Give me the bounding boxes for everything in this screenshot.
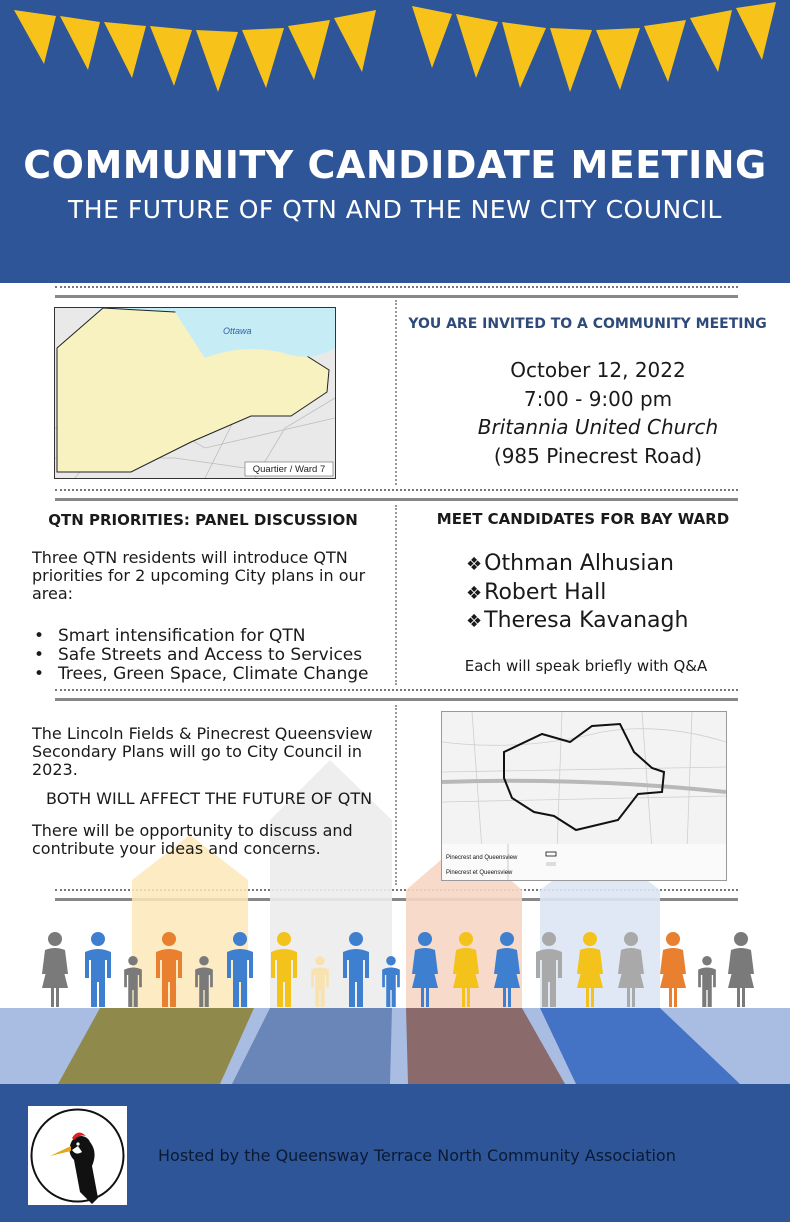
plan-map-title: Pinecrest and Queensview: [446, 855, 518, 861]
person-figure: [536, 932, 562, 1007]
page-title: COMMUNITY CANDIDATE MEETING: [23, 143, 767, 187]
person-figure: [124, 956, 142, 1007]
person-figure: [227, 932, 253, 1007]
person-figure: [311, 956, 329, 1007]
candidate-name: Theresa Kavanagh: [484, 608, 689, 633]
person-figure: [343, 932, 369, 1007]
person-figure: [42, 932, 68, 1007]
person-figure: [660, 932, 686, 1007]
person-figure: [577, 932, 603, 1007]
event-time: 7:00 - 9:00 pm: [523, 387, 673, 411]
colored-pathways: [0, 1008, 790, 1084]
candidates-note: Each will speak briefly with Q&A: [464, 657, 708, 675]
person-figure: [494, 932, 520, 1007]
invitation-heading: YOU ARE INVITED TO A COMMUNITY MEETING: [408, 316, 767, 332]
candidate-item: [466, 551, 674, 576]
priorities-intro: Three QTN residents will introduce QTN priorities for 2 upcoming City plans in our area:: [32, 548, 366, 603]
column-divider: [395, 505, 397, 685]
priority-item: • Trees, Green Space, Climate Change: [32, 665, 392, 684]
person-figure: [412, 932, 438, 1007]
person-figure: [618, 932, 644, 1007]
person-figure: [195, 956, 213, 1007]
person-figure: [698, 956, 716, 1007]
diamond-bullet-icon: ❖: [466, 611, 483, 632]
person-figure: [728, 932, 754, 1007]
plan-map-title-fr: Pinecrest et Queensview: [446, 870, 513, 876]
candidate-item: [466, 580, 606, 605]
diamond-bullet-icon: ❖: [466, 554, 483, 575]
event-address: (985 Pinecrest Road): [493, 444, 703, 468]
priorities-heading: QTN PRIORITIES: PANEL DISCUSSION: [48, 511, 358, 529]
person-figure: [453, 932, 479, 1007]
page-subtitle: THE FUTURE OF QTN AND THE NEW CITY COUNCIL: [68, 195, 722, 224]
event-venue: Britannia United Church: [477, 415, 719, 439]
candidate-item: [466, 608, 688, 633]
section-divider: [55, 489, 738, 501]
ward-map: [54, 307, 336, 479]
event-date: October 12, 2022: [510, 358, 686, 382]
people-illustration: [0, 925, 790, 1015]
candidates-heading: MEET CANDIDATES FOR BAY WARD: [436, 510, 730, 528]
person-figure: [382, 956, 400, 1007]
ward-map-logo: Ottawa: [223, 326, 252, 336]
diamond-bullet-icon: ❖: [466, 583, 483, 604]
candidate-name: Othman Alhusian: [484, 551, 674, 576]
candidate-name: Robert Hall: [484, 580, 607, 605]
woodpecker-logo: [28, 1106, 127, 1205]
priorities-list: [32, 627, 392, 684]
section-divider: [55, 286, 738, 298]
hosted-by-text: Hosted by the Queensway Terrace North Community Association: [158, 1146, 676, 1165]
plans-text: The Lincoln Fields & Pinecrest Queensview Secondary Plans will go to City Council in 2023.: [32, 724, 373, 779]
secondary-plan-map: [441, 711, 727, 881]
person-figure: [85, 932, 111, 1007]
priority-item: • Smart intensification for QTN: [32, 627, 392, 646]
person-figure: [271, 932, 297, 1007]
plans-invite-text: There will be opportunity to discuss and contribute your ideas and concerns.: [32, 821, 353, 858]
plans-emphasis: BOTH WILL AFFECT THE FUTURE OF QTN: [46, 789, 373, 808]
bunting-decoration: [0, 0, 790, 100]
person-figure: [156, 932, 182, 1007]
priority-item: • Safe Streets and Access to Services: [32, 646, 392, 665]
ward-map-caption: Quartier / Ward 7: [252, 464, 326, 475]
